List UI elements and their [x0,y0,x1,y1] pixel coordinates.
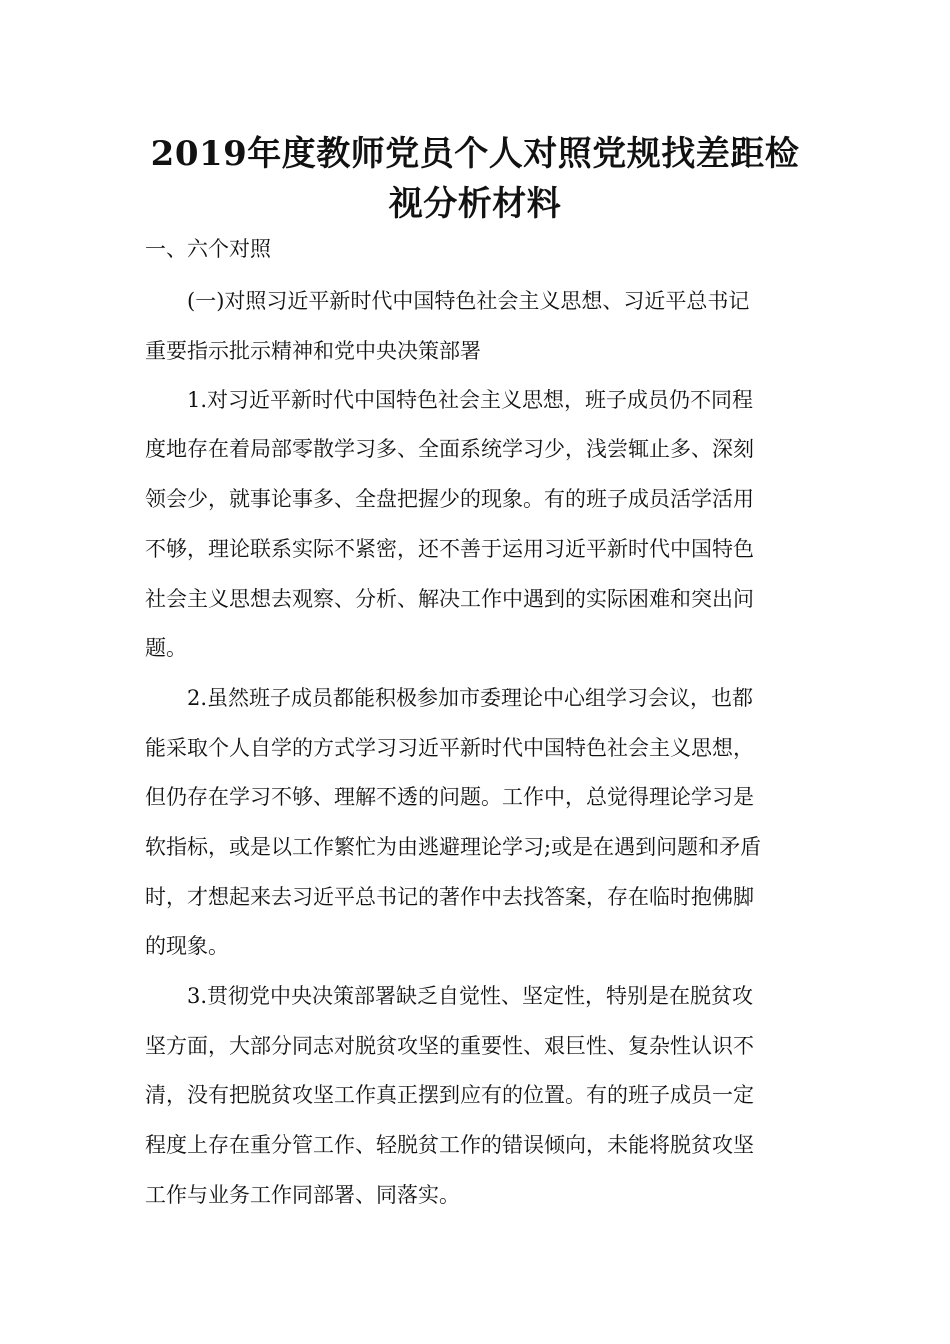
paragraph-line: 时，才想起来去习近平总书记的著作中去找答案，存在临时抱佛脚 [145,885,754,909]
paragraph-line: 重要指示批示精神和党中央决策部署 [145,339,481,363]
paragraph-line: 领会少，就事论事多、全盘把握少的现象。有的班子成员活学活用 [145,487,754,511]
document-title-line-2: 视分析材料 [388,184,562,224]
paragraph-line: 1.对习近平新时代中国特色社会主义思想，班子成员仍不同程 [145,388,754,412]
paragraph-line: 社会主义思想去观察、分析、解决工作中遇到的实际困难和突出问 [145,587,754,611]
paragraph-line: 2.虽然班子成员都能积极参加市委理论中心组学习会议，也都 [145,686,754,710]
paragraph-line: 能采取个人自学的方式学习习近平新时代中国特色社会主义思想， [145,736,754,760]
paragraph-line: 坚方面，大部分同志对脱贫攻坚的重要性、艰巨性、复杂性认识不 [145,1034,754,1058]
paragraph-line: 度地存在着局部零散学习多、全面系统学习少，浅尝辄止多、深刻 [145,437,754,461]
section-heading: 一、六个对照 [145,237,271,261]
paragraph-line: 工作与业务工作同部署、同落实。 [145,1183,460,1207]
paragraph-line: 程度上存在重分管工作、轻脱贫工作的错误倾向，未能将脱贫攻坚 [145,1133,754,1157]
paragraph-line: 清，没有把脱贫攻坚工作真正摆到应有的位置。有的班子成员一定 [145,1083,754,1107]
paragraph-line: 软指标，或是以工作繁忙为由逃避理论学习;或是在遇到问题和矛盾 [145,835,762,859]
paragraph-line: (一)对照习近平新时代中国特色社会主义思想、习近平总书记 [145,289,750,313]
document-title-line-1: 2019年度教师党员个人对照党规找差距检 [150,134,800,174]
paragraph-line: 的现象。 [145,934,229,958]
paragraph-line: 3.贯彻党中央决策部署缺乏自觉性、坚定性，特别是在脱贫攻 [145,984,754,1008]
paragraph-line: 但仍存在学习不够、理解不透的问题。工作中，总觉得理论学习是 [145,785,754,809]
paragraph-line: 题。 [145,636,187,660]
paragraph-line: 不够，理论联系实际不紧密，还不善于运用习近平新时代中国特色 [145,537,754,561]
